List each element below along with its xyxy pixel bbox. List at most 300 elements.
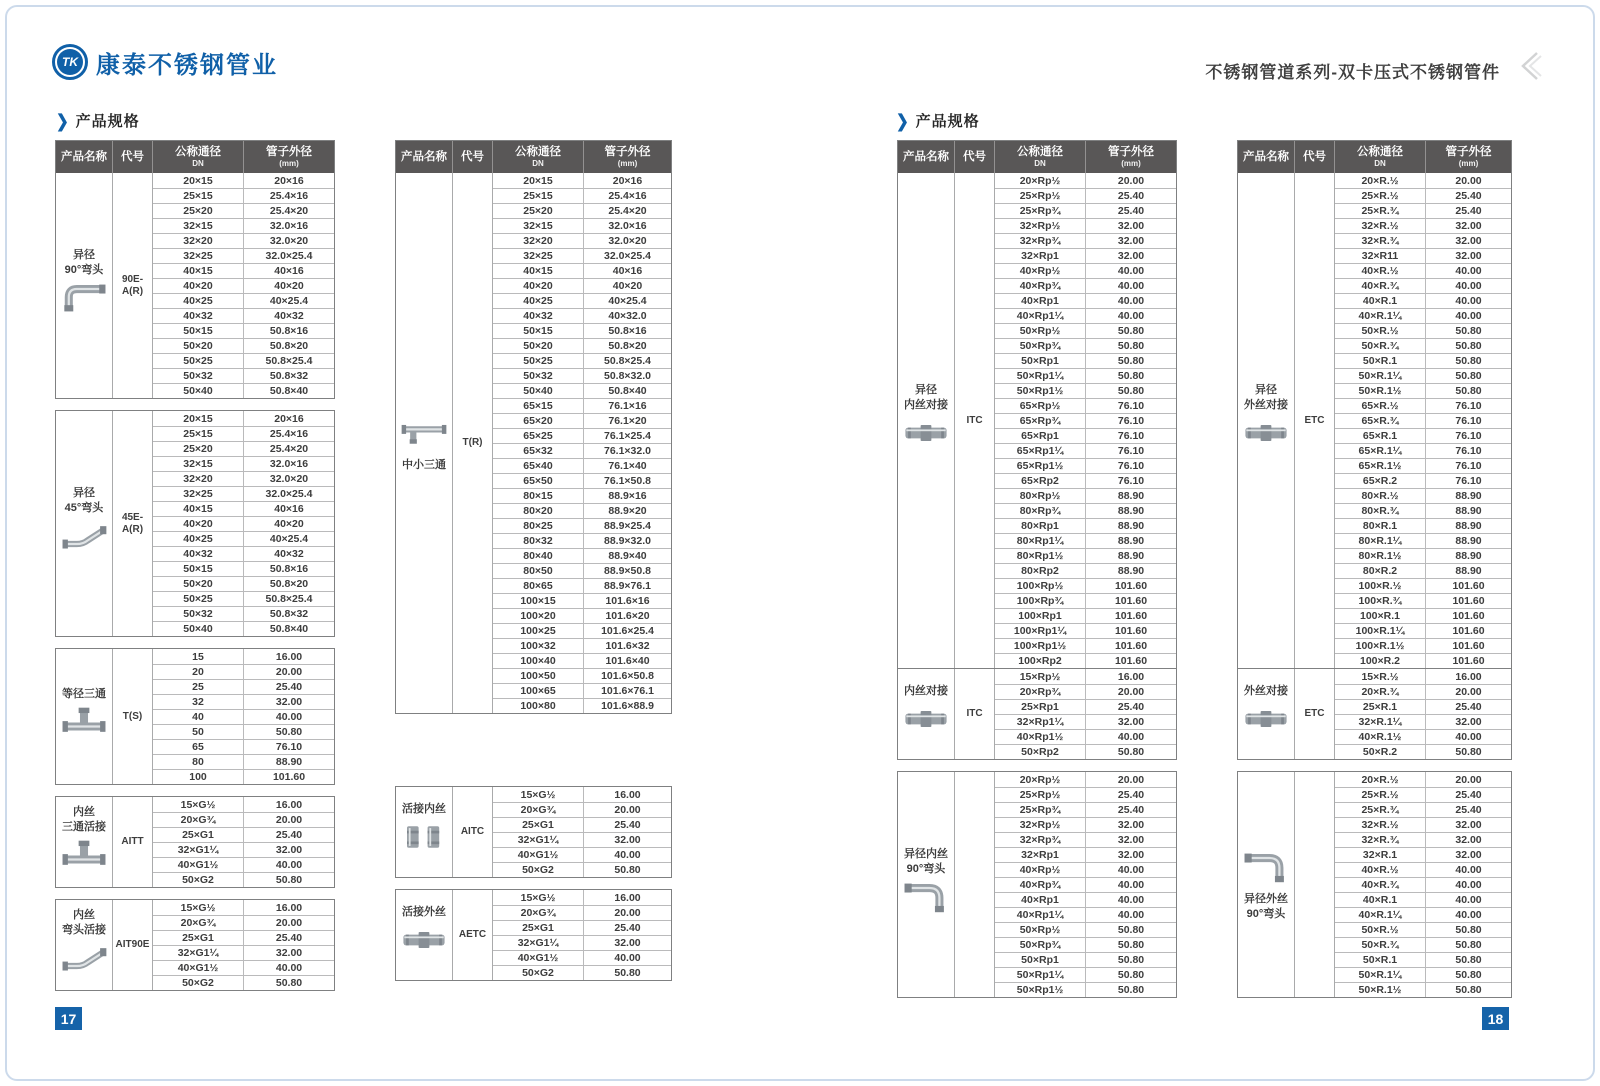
dn-value: 40×Rp1¼ [995, 309, 1086, 323]
spec-row [153, 842, 334, 857]
spec-row [1335, 308, 1511, 323]
od-value: 40.00 [614, 952, 641, 964]
od-value: 25.40 [1455, 205, 1482, 217]
spec-row [153, 694, 334, 709]
dn-value: 80×Rp1¼ [995, 534, 1086, 548]
column-header-dn-sub: DN [532, 159, 544, 168]
spec-row [493, 920, 671, 935]
dn-value: 32×15 [153, 219, 244, 233]
od-value: 88.90 [1455, 565, 1482, 577]
dn-value: 32×Rp1 [995, 848, 1086, 862]
spec-row [153, 501, 334, 516]
spec-row [995, 684, 1176, 699]
product-section [898, 772, 1176, 997]
product-code: ITC [955, 669, 995, 759]
spec-table [395, 140, 672, 714]
product-name [402, 802, 446, 817]
od-value: 40.00 [1117, 909, 1145, 921]
spec-row [1335, 263, 1511, 278]
dn-value: 25×20 [493, 204, 584, 218]
spec-table-column-3 [897, 140, 1177, 1009]
product-name [402, 458, 446, 473]
product-name-line: 内丝对接 [904, 685, 948, 697]
spec-row [153, 900, 334, 915]
spec-row [995, 982, 1176, 997]
dn-value: 20×15 [153, 411, 244, 426]
od-value: 32.00 [1117, 819, 1145, 831]
dn-value: 50×Rp1 [995, 953, 1086, 967]
dn-value: 50×Rp1¼ [995, 968, 1086, 982]
spec-row [153, 857, 334, 872]
tee-long-icon [399, 416, 449, 450]
column-header-od-sub: (mm) [1458, 159, 1479, 168]
spec-row [1335, 203, 1511, 218]
spec-row [1335, 937, 1511, 952]
spec-rows [995, 173, 1176, 668]
product-name-cell [56, 173, 113, 398]
od-value: 16.00 [614, 891, 641, 904]
spec-row [995, 638, 1176, 653]
dn-value: 40×R.¾ [1335, 279, 1426, 293]
od-value: 101.60 [1114, 595, 1148, 607]
dn-value: 65×40 [493, 459, 584, 473]
od-value: 101.60 [1452, 580, 1485, 592]
spec-row [995, 744, 1176, 759]
union-pair-product-image [399, 817, 449, 862]
dn-value: 40×G1½ [153, 858, 244, 872]
dn-value: 20×Rp¾ [995, 685, 1086, 699]
dn-value: 65×Rp1¼ [995, 444, 1086, 458]
od-value: 76.10 [1117, 445, 1145, 457]
spec-table-column-4 [1237, 140, 1512, 1009]
od-value: 40×25.4 [269, 295, 309, 307]
spec-row [1335, 638, 1511, 653]
od-value: 76.1×25.4 [603, 430, 651, 442]
dn-value: 40×Rp1 [995, 294, 1086, 308]
product-name-line: 异径内丝 [904, 848, 948, 860]
spec-row [1335, 699, 1511, 714]
od-value: 76.1×20 [608, 415, 647, 427]
spec-row [493, 950, 671, 965]
column-header-product: 产品名称 [898, 141, 955, 173]
od-value: 25.40 [1455, 701, 1482, 713]
od-value: 40.00 [1117, 280, 1145, 292]
product-name [1244, 892, 1288, 922]
product-name-cell [898, 173, 955, 668]
column-header-dn-main: 公称通径 [175, 146, 221, 158]
od-value: 25.40 [275, 681, 303, 693]
spec-row [1335, 218, 1511, 233]
od-value: 88.90 [1455, 505, 1482, 517]
spec-row [1335, 533, 1511, 548]
od-value: 32.0×16 [269, 458, 309, 470]
od-value: 32.00 [1455, 716, 1482, 728]
dn-value: 50×40 [153, 622, 244, 636]
product-section [56, 900, 334, 990]
product-name-line: 异径 [72, 249, 95, 261]
elbow-down-icon [901, 880, 951, 914]
spec-row [493, 578, 671, 593]
dn-value: 20×G¾ [153, 813, 244, 827]
dn-value: 40×25 [153, 532, 244, 546]
spec-row [1335, 787, 1511, 802]
column-header-product: 产品名称 [56, 141, 113, 173]
od-value: 40.00 [1117, 879, 1145, 891]
spec-row [153, 945, 334, 960]
product-name-line: 内丝对接 [904, 399, 948, 411]
spec-table [55, 648, 335, 785]
od-value: 101.60 [1114, 580, 1148, 592]
dn-value: 50×G2 [493, 966, 584, 980]
dn-value: 40×20 [153, 279, 244, 293]
product-name-line: 外丝对接 [1244, 685, 1288, 697]
dn-value: 50×R.½ [1335, 324, 1426, 338]
dn-value: 32×20 [153, 472, 244, 486]
dn-value: 15×G½ [153, 900, 244, 915]
spec-row [1335, 413, 1511, 428]
dn-value: 40×15 [493, 264, 584, 278]
spec-row [493, 683, 671, 698]
dn-value: 50×20 [153, 577, 244, 591]
spec-table [1237, 771, 1512, 998]
od-value: 101.60 [1114, 625, 1148, 637]
dn-value: 32×25 [493, 249, 584, 263]
dn-value: 50×Rp2 [995, 745, 1086, 759]
tee-product-image [59, 835, 109, 880]
product-section [396, 173, 671, 713]
od-value: 32.00 [1455, 235, 1482, 247]
spec-row [153, 915, 334, 930]
dn-value: 65×R.1 [1335, 429, 1426, 443]
dn-value: 50×32 [153, 369, 244, 383]
od-value: 76.10 [1455, 475, 1482, 487]
od-value: 40×16 [612, 265, 643, 277]
spec-row [493, 323, 671, 338]
column-header-od-main: 管子外径 [604, 146, 651, 158]
dn-value: 40 [153, 710, 244, 724]
dn-value: 20 [153, 665, 244, 679]
od-value: 88.9×76.1 [603, 580, 651, 592]
spec-row [493, 368, 671, 383]
spec-row [153, 576, 334, 591]
od-value: 40×32 [274, 310, 304, 322]
spec-row [995, 443, 1176, 458]
dn-value: 32×Rp¾ [995, 234, 1086, 248]
od-value: 50.80 [1455, 924, 1482, 936]
od-value: 40.00 [1117, 864, 1145, 876]
od-value: 50.80 [275, 726, 303, 738]
spec-row [1335, 278, 1511, 293]
od-value: 88.90 [1117, 505, 1145, 517]
od-value: 50.80 [1455, 325, 1482, 337]
spec-row [995, 669, 1176, 684]
od-value: 25.40 [1117, 205, 1145, 217]
spec-row [493, 847, 671, 862]
dn-value: 40×G1½ [493, 951, 584, 965]
od-value: 25.4×20 [608, 205, 647, 217]
elbow-90-icon [59, 281, 109, 315]
spec-row [493, 458, 671, 473]
od-value: 40×20 [274, 518, 304, 530]
spec-row [153, 323, 334, 338]
od-value: 32.00 [1117, 834, 1145, 846]
dn-value: 40×G1½ [493, 848, 584, 862]
od-value: 50.80 [614, 864, 641, 876]
dn-value: 32×15 [493, 219, 584, 233]
union-pair-icon [399, 820, 449, 854]
spec-row [1335, 892, 1511, 907]
spec-table [55, 796, 335, 888]
spec-row [153, 441, 334, 456]
dn-value: 100×40 [493, 654, 584, 668]
spec-row [995, 653, 1176, 668]
series-title: 不锈钢管道系列-双卡压式不锈钢管件 [1205, 63, 1500, 82]
spec-row [1335, 877, 1511, 892]
od-value: 20.00 [275, 917, 303, 929]
od-value: 50.80 [614, 967, 641, 979]
od-value: 88.9×50.8 [603, 565, 651, 577]
spec-row [1335, 368, 1511, 383]
od-value: 32.00 [1455, 849, 1482, 861]
column-header-od-sub: (mm) [1121, 159, 1141, 168]
spec-row [995, 593, 1176, 608]
section-arrow-icon: ❯ [896, 111, 910, 131]
od-value: 40.00 [1455, 280, 1482, 292]
spec-rows [153, 173, 334, 398]
dn-value: 25×R.1 [1335, 700, 1426, 714]
od-value: 25.40 [614, 922, 641, 934]
spec-row [493, 862, 671, 877]
od-value: 50.80 [1117, 984, 1145, 996]
od-value: 32.00 [1117, 849, 1145, 861]
spec-row [995, 473, 1176, 488]
dn-value: 20×G¾ [493, 803, 584, 817]
od-value: 25.40 [275, 829, 303, 841]
dn-value: 40×Rp1¼ [995, 908, 1086, 922]
product-section [56, 797, 334, 887]
od-value: 88.90 [1117, 550, 1145, 562]
spec-row [995, 907, 1176, 922]
od-value: 76.10 [1117, 415, 1145, 427]
spec-row [493, 518, 671, 533]
dn-value: 80×R.1¼ [1335, 534, 1426, 548]
spec-row [493, 263, 671, 278]
dn-value: 32×20 [493, 234, 584, 248]
spec-row [995, 503, 1176, 518]
spec-row [153, 471, 334, 486]
product-name [904, 383, 948, 413]
dn-value: 20×G¾ [493, 906, 584, 920]
od-value: 40.00 [1455, 310, 1482, 322]
od-value: 101.60 [1114, 610, 1148, 622]
spec-row [995, 937, 1176, 952]
od-value: 50.80 [1117, 969, 1145, 981]
dn-value: 100×32 [493, 639, 584, 653]
product-name [1244, 383, 1288, 413]
spec-row [153, 960, 334, 975]
product-name-cell [396, 173, 453, 713]
od-value: 25.4×16 [269, 428, 309, 440]
od-value: 32.00 [614, 937, 641, 949]
dn-value: 50×G2 [153, 976, 244, 990]
od-value: 50.80 [1455, 385, 1482, 397]
od-value: 40.00 [1455, 894, 1482, 906]
product-name [62, 805, 106, 835]
spec-row [493, 503, 671, 518]
dn-value: 32×Rp¾ [995, 833, 1086, 847]
spec-row [153, 383, 334, 398]
dn-value: 65×32 [493, 444, 584, 458]
spec-row [153, 411, 334, 426]
od-value: 32.0×25.4 [265, 488, 313, 500]
spec-row [995, 458, 1176, 473]
product-name [904, 684, 948, 699]
dn-value: 50×32 [153, 607, 244, 621]
spec-row [1335, 383, 1511, 398]
dn-value: 65×Rp½ [995, 399, 1086, 413]
od-value: 101.6×40 [605, 655, 650, 667]
spec-row [493, 413, 671, 428]
dn-value: 50 [153, 725, 244, 739]
od-value: 20×16 [274, 412, 304, 425]
od-value: 50.8×32 [269, 608, 309, 620]
dn-value: 65×Rp1½ [995, 459, 1086, 473]
od-value: 40×16 [274, 503, 304, 515]
od-value: 76.10 [1117, 400, 1145, 412]
od-value: 40.00 [614, 849, 641, 861]
dn-value: 32×Rp1¼ [995, 715, 1086, 729]
spec-row [1335, 443, 1511, 458]
spec-row [995, 922, 1176, 937]
od-value: 20.00 [1117, 773, 1145, 786]
dn-value: 40×Rp¾ [995, 279, 1086, 293]
product-code [955, 772, 995, 997]
od-value: 50.80 [1455, 340, 1482, 352]
column-header-od [1426, 141, 1511, 173]
column-header-code: 代号 [1295, 141, 1335, 173]
od-value: 32.00 [1455, 819, 1482, 831]
od-value: 50.8×40 [269, 385, 309, 397]
product-name [65, 248, 104, 278]
dn-value: 80×Rp½ [995, 489, 1086, 503]
dn-value: 40×32 [153, 309, 244, 323]
od-value: 50.80 [1455, 954, 1482, 966]
dn-value: 40×Rp1½ [995, 730, 1086, 744]
product-name [904, 847, 948, 877]
spec-row [493, 338, 671, 353]
od-value: 40.00 [1117, 295, 1145, 307]
product-code: ETC [1295, 173, 1335, 668]
spec-row [995, 278, 1176, 293]
dn-value: 50×15 [153, 324, 244, 338]
section-arrow-icon: ❯ [56, 111, 70, 131]
product-name [62, 908, 106, 938]
spec-row [995, 293, 1176, 308]
od-value: 32.0×25.4 [265, 250, 313, 262]
dn-value: 25×Rp¾ [995, 803, 1086, 817]
dn-value: 65×Rp2 [995, 474, 1086, 488]
column-header-od-main: 管子外径 [266, 146, 312, 158]
spec-row [1335, 847, 1511, 862]
dn-value: 40×Rp1 [995, 893, 1086, 907]
product-name-cell [56, 797, 113, 887]
page-number-left: 17 [55, 1007, 82, 1030]
dn-value: 40×Rp¾ [995, 878, 1086, 892]
od-value: 32.00 [1455, 250, 1482, 262]
product-name-line: 外丝对接 [1244, 399, 1288, 411]
dn-value: 32×Rp1 [995, 249, 1086, 263]
product-name [402, 905, 446, 920]
spec-row [1335, 518, 1511, 533]
od-value: 101.6×50.8 [601, 670, 654, 682]
od-value: 50.8×16 [269, 563, 309, 575]
dn-value: 80×Rp2 [995, 564, 1086, 578]
elbow-down-icon [1241, 850, 1291, 884]
od-value: 20.00 [614, 804, 641, 816]
dn-value: 80×R.½ [1335, 489, 1426, 503]
spec-row [493, 203, 671, 218]
spec-table-column-1 [55, 140, 335, 1002]
od-value: 16.00 [275, 650, 303, 663]
dn-value: 80×Rp1½ [995, 549, 1086, 563]
od-value: 40×25.4 [608, 295, 647, 307]
dn-value: 40×25 [493, 294, 584, 308]
od-value: 40.00 [1455, 864, 1482, 876]
spec-row [1335, 862, 1511, 877]
spec-table [897, 140, 1177, 760]
dn-value: 40×15 [153, 264, 244, 278]
coupling-icon [1241, 702, 1291, 736]
product-section [1238, 668, 1511, 759]
spec-row [153, 233, 334, 248]
od-value: 88.90 [1117, 565, 1145, 577]
spec-row [493, 832, 671, 847]
spec-row [153, 724, 334, 739]
product-name-cell [56, 649, 113, 784]
spec-row [995, 578, 1176, 593]
dn-value: 40×20 [493, 279, 584, 293]
dn-value: 65 [153, 740, 244, 754]
product-section [56, 173, 334, 398]
section-title-text: 产品规格 [75, 113, 140, 130]
od-value: 20×16 [612, 174, 643, 187]
dn-value: 50×Rp½ [995, 324, 1086, 338]
od-value: 50.80 [1117, 939, 1145, 951]
product-section [56, 411, 334, 636]
od-value: 76.10 [275, 741, 303, 753]
spec-row [493, 383, 671, 398]
product-name-cell [898, 669, 955, 759]
spec-rows [1335, 772, 1511, 997]
od-value: 25.4×16 [269, 190, 309, 202]
dn-value: 32×R.1¼ [1335, 715, 1426, 729]
spec-row [153, 664, 334, 679]
spec-row [493, 623, 671, 638]
dn-value: 100×20 [493, 609, 584, 623]
spec-row [995, 802, 1176, 817]
spec-row [153, 754, 334, 769]
dn-value: 15×Rp½ [995, 669, 1086, 684]
spec-row [995, 817, 1176, 832]
od-value: 25.40 [1117, 804, 1145, 816]
spec-row [1335, 669, 1511, 684]
spec-row [995, 218, 1176, 233]
spec-row [1335, 353, 1511, 368]
spec-rows [153, 411, 334, 636]
od-value: 76.10 [1455, 460, 1482, 472]
spec-row [493, 608, 671, 623]
spec-row [153, 649, 334, 664]
